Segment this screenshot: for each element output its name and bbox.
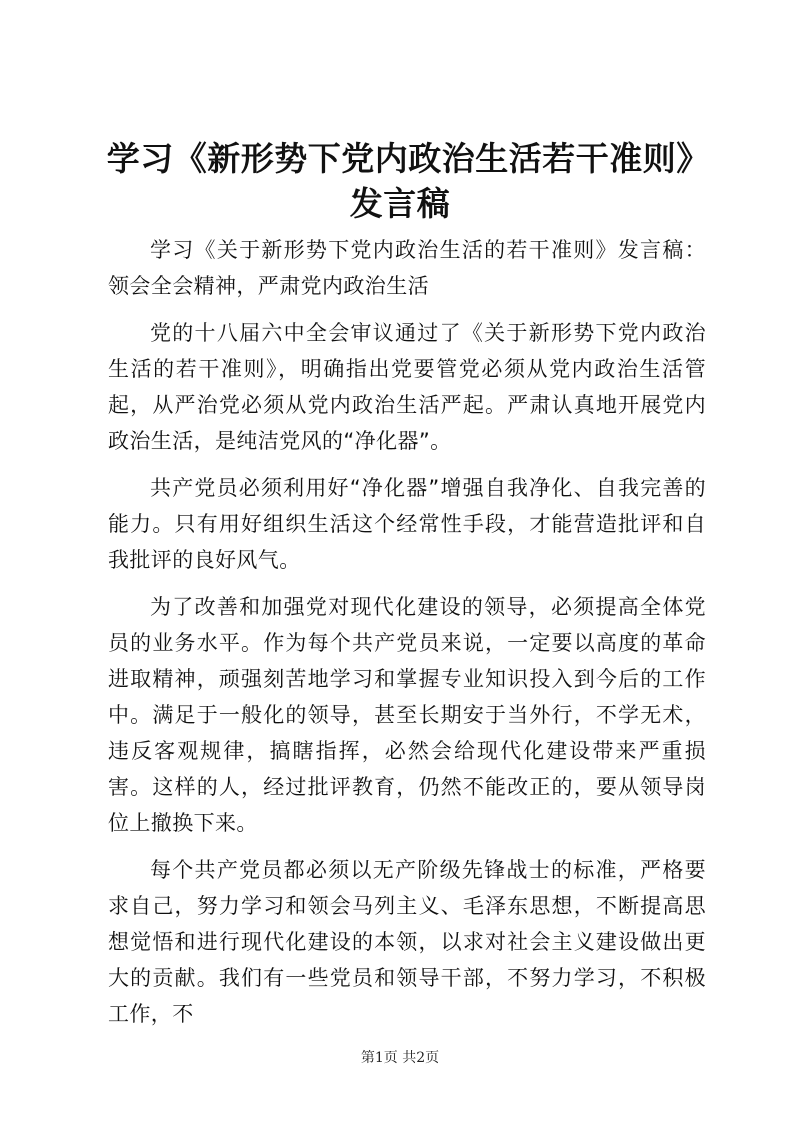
paragraph: 每个共产党员都必须以无产阶级先锋战士的标准，严格要求自己，努力学习和领会马列主义、毛泽东思想，不断提高思想觉悟和进行现代化建设的本领，以求对社会主义建设做出更大的贡献。我们有一些党员和领导干部，不努力学习，不积极工作，不	[108, 858, 706, 1026]
document-title: 学习《新形势下党内政治生活若干准则》发言稿	[106, 139, 694, 223]
paragraph: 党的十八届六中全会审议通过了《关于新形势下党内政治生活的若干准则》，明确指出党要管党必须从党内政治生活管起，从严治党必须从党内政治生活严起。严肃认真地开展党内政治生活，是纯洁党风的“净化器”。	[108, 321, 706, 453]
document-body	[108, 232, 706, 1043]
paragraph-subtitle: 学习《关于新形势下党内政治生活的若干准则》发言稿：领会全会精神，严肃党内政治生活	[108, 238, 706, 298]
paragraph: 共产党员必须利用好“净化器”增强自我净化、自我完善的能力。只有用好组织生活这个经常性手段，才能营造批评和自我批评的良好风气。	[108, 476, 706, 572]
page-number-footer: 第1页 共2页	[360, 1050, 440, 1066]
paragraph: 为了改善和加强党对现代化建设的领导，必须提高全体党员的业务水平。作为每个共产党员来说，一定要以高度的革命进取精神，顽强刻苦地学习和掌握专业知识投入到今后的工作中。满足于一般化的领导，甚至长期安于当外行，不学无术，违反客观规律，搞瞎指挥，必然会给现代化建设带来严重损害。这样的人，经过批评教育，仍然不能改正的，要从领导岗位上撤换下来。	[108, 595, 706, 835]
